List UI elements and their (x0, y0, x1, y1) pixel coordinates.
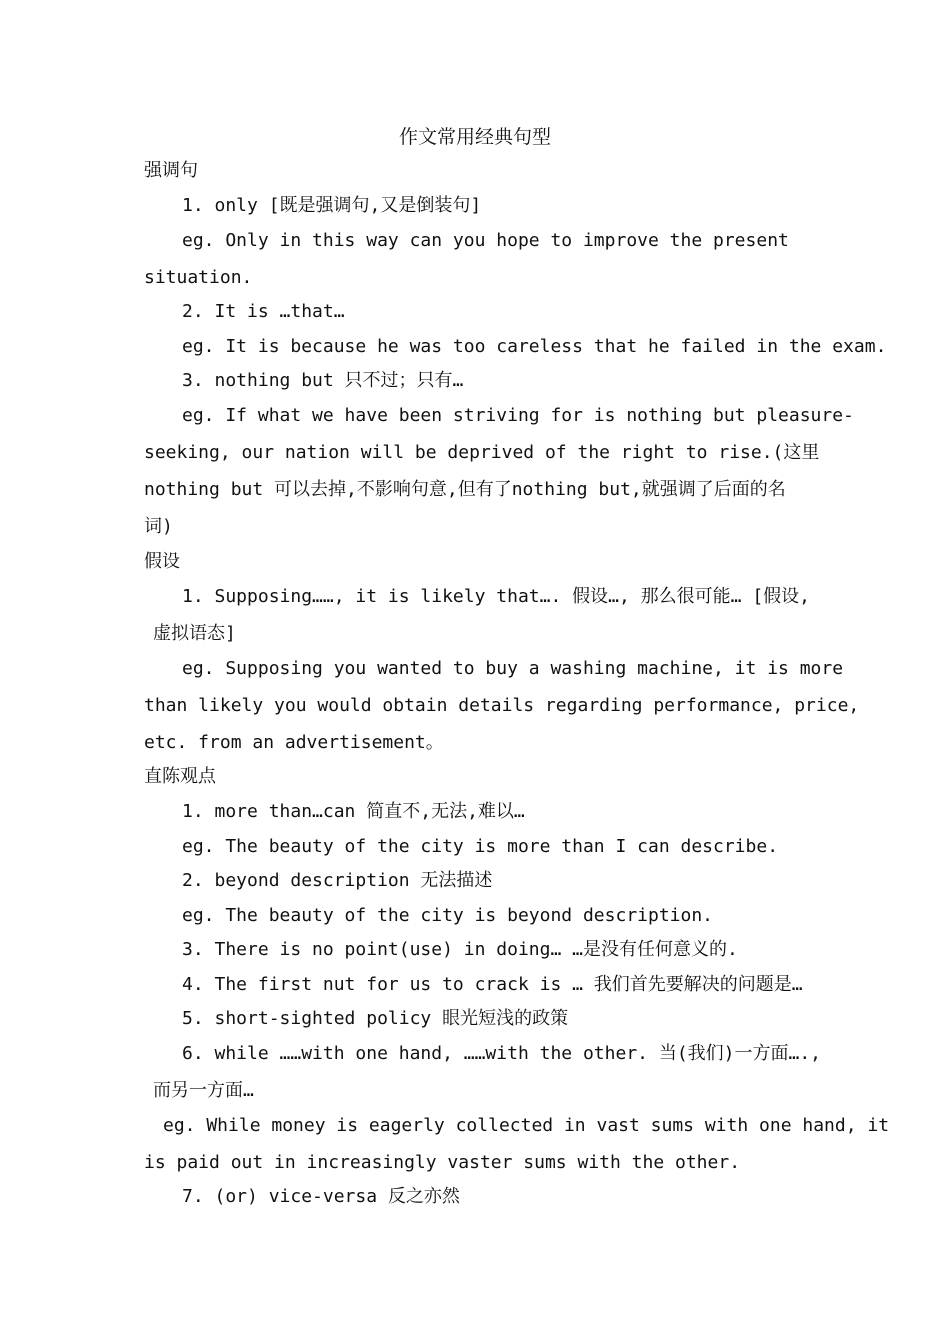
list-item: 7. (or) vice-versa 反之亦然 (182, 1186, 460, 1207)
example-continuation: nothing but 可以去掉,不影响句意,但有了nothing but,就强调了后面的名 (144, 479, 786, 500)
section-heading-hypothesis: 假设 (144, 551, 180, 572)
example-continuation: 词) (144, 516, 173, 537)
example-line: eg. Supposing you wanted to buy a washing machine, it is more (182, 658, 844, 679)
list-item: 1. only [既是强调句,又是倒装句] (182, 195, 482, 216)
list-item: 3. There is no point(use) in doing… …是没有任何意义的. (182, 939, 738, 960)
list-item: 2. beyond description 无法描述 (182, 870, 493, 891)
example-line: eg. The beauty of the city is more than I can describe. (182, 836, 779, 857)
example-line: eg. It is because he was too careless that he failed in the exam. (182, 336, 887, 357)
example-continuation: is paid out in increasingly vaster sums with the other. (144, 1152, 741, 1173)
example-continuation: etc. from an advertisement。 (144, 732, 444, 753)
list-item: 5. short-sighted policy 眼光短浅的政策 (182, 1008, 569, 1029)
list-item: 2. It is …that… (182, 301, 345, 322)
list-item: 1. more than…can 简直不,无法,难以… (182, 801, 525, 822)
page-title: 作文常用经典句型 (398, 126, 551, 148)
example-continuation: than likely you would obtain details regarding performance, price, (144, 695, 860, 716)
list-item: 3. nothing but 只不过；只有… (182, 370, 464, 391)
list-item: 4. The first nut for us to crack is … 我们首先要解决的问题是… (182, 974, 803, 995)
list-item: 6. while ……with one hand, ……with the other. 当(我们)一方面…., (182, 1043, 822, 1064)
example-continuation: situation. (144, 267, 253, 288)
example-line: eg. While money is eagerly collected in vast sums with one hand, it (163, 1115, 890, 1136)
list-item-continuation: 而另一方面… (153, 1080, 254, 1101)
example-line: eg. Only in this way can you hope to improve the present (182, 230, 789, 251)
section-heading-direct-opinion: 直陈观点 (144, 766, 216, 787)
example-line: eg. If what we have been striving for is nothing but pleasure- (182, 405, 854, 426)
list-item-continuation: 虚拟语态] (153, 623, 236, 644)
example-continuation: seeking, our nation will be deprived of the right to rise.(这里 (144, 442, 820, 463)
example-line: eg. The beauty of the city is beyond description. (182, 905, 714, 926)
list-item: 1. Supposing……, it is likely that…. 假设…, 那么很可能… [假设, (182, 586, 810, 607)
section-heading-emphasis: 强调句 (144, 160, 198, 181)
